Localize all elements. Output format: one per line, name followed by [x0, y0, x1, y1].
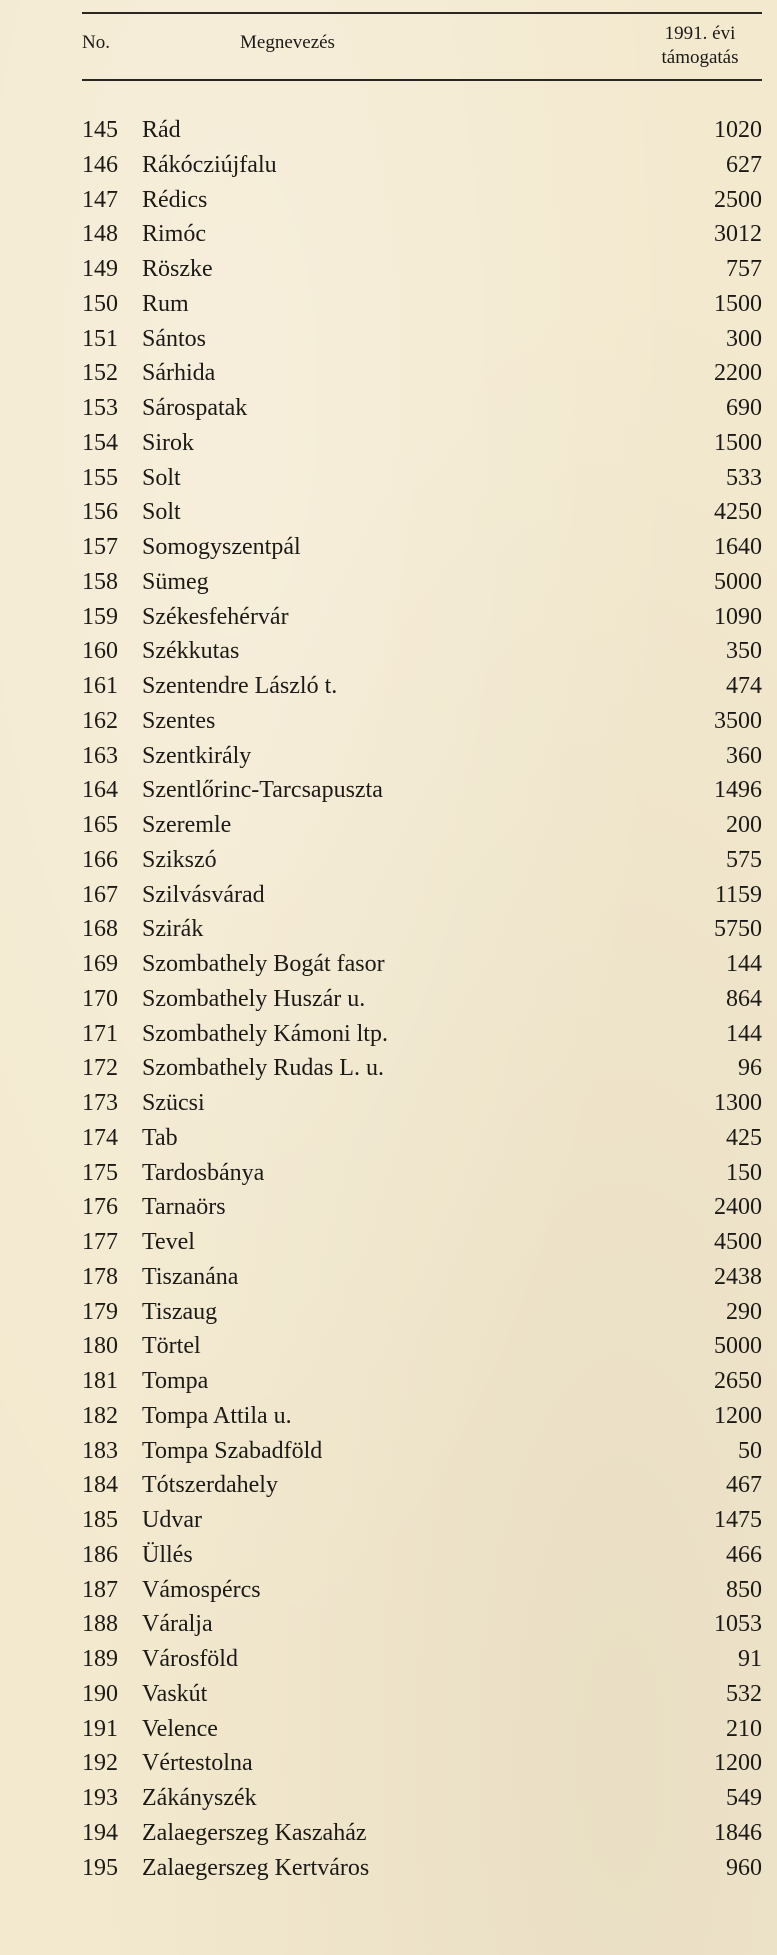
row-amount: 1640	[714, 534, 762, 560]
row-name: Tevel	[142, 1229, 195, 1255]
table-row	[82, 1573, 762, 1608]
row-number: 153	[82, 395, 118, 421]
table-row	[82, 1434, 762, 1469]
row-amount: 1500	[714, 429, 762, 456]
row-number: 182	[82, 1402, 118, 1429]
row-amount: 1200	[714, 1402, 762, 1429]
row-amount: 466	[726, 1541, 762, 1568]
row-amount: 1846	[714, 1819, 762, 1846]
row-amount: 210	[726, 1715, 762, 1742]
row-amount: 960	[726, 1854, 762, 1881]
row-name: Zalaegerszeg Kertváros	[142, 1854, 370, 1881]
row-name: Szombathely Bogát fasor	[142, 951, 385, 977]
row-number: 172	[82, 1055, 118, 1082]
row-number: 158	[82, 568, 118, 595]
row-amount: 3500	[714, 707, 762, 734]
row-amount: 2200	[714, 360, 762, 387]
table-row	[82, 1121, 762, 1156]
table-row	[82, 426, 762, 461]
row-number: 185	[82, 1507, 118, 1533]
table-row	[82, 669, 762, 704]
column-header-name: Megnevezés	[240, 32, 335, 53]
table-row	[82, 1086, 762, 1121]
row-number: 151	[82, 325, 118, 352]
table-row	[82, 1851, 762, 1886]
table-row	[82, 1017, 762, 1052]
row-number: 192	[82, 1750, 118, 1777]
table-row	[82, 287, 762, 322]
row-name: Vaskút	[142, 1680, 208, 1707]
row-name: Rákócziújfalu	[142, 151, 277, 178]
row-name: Tardosbánya	[142, 1159, 265, 1186]
row-name: Udvar	[142, 1507, 202, 1533]
row-name: Tompa Szabadföld	[142, 1437, 323, 1464]
row-amount: 5000	[714, 568, 762, 595]
row-number: 159	[82, 603, 118, 630]
row-amount: 290	[726, 1298, 762, 1325]
table-row	[82, 1712, 762, 1747]
table-row	[82, 1816, 762, 1851]
row-amount: 1020	[714, 117, 762, 143]
table-row	[82, 565, 762, 600]
row-name: Röszke	[142, 256, 213, 282]
row-name: Szentkirály	[142, 742, 252, 769]
table-row	[82, 113, 762, 148]
row-amount: 360	[726, 742, 762, 769]
table-row	[82, 1607, 762, 1642]
table-row	[82, 461, 762, 496]
row-amount: 3012	[714, 221, 762, 248]
row-name: Rimóc	[142, 221, 206, 248]
row-number: 195	[82, 1854, 118, 1881]
table-row	[82, 1642, 762, 1677]
row-name: Rád	[142, 117, 181, 143]
row-amount: 96	[738, 1055, 762, 1082]
row-name: Székkutas	[142, 638, 240, 665]
table-row	[82, 1190, 762, 1225]
column-header-no: No.	[82, 32, 110, 53]
table-row	[82, 1677, 762, 1712]
row-name: Törtel	[142, 1333, 201, 1360]
row-number: 170	[82, 985, 118, 1012]
row-amount: 2500	[714, 186, 762, 213]
row-amount: 4500	[714, 1229, 762, 1255]
table-row	[82, 391, 762, 426]
table-row	[82, 1329, 762, 1364]
row-name: Szentendre László t.	[142, 673, 338, 699]
row-amount: 474	[726, 673, 762, 699]
row-number: 186	[82, 1541, 118, 1568]
row-number: 165	[82, 812, 118, 838]
table-row	[82, 1503, 762, 1538]
row-amount: 2650	[714, 1368, 762, 1394]
table-row	[82, 947, 762, 982]
row-name: Szikszó	[142, 846, 217, 873]
table-row	[82, 530, 762, 565]
row-amount: 150	[726, 1159, 762, 1186]
table-row	[82, 1295, 762, 1330]
table-row	[82, 252, 762, 287]
row-number: 175	[82, 1159, 118, 1186]
row-number: 174	[82, 1124, 118, 1151]
table-row	[82, 1260, 762, 1295]
header-bottom-rule	[82, 79, 762, 81]
row-number: 149	[82, 256, 118, 282]
row-amount: 533	[726, 464, 762, 491]
row-amount: 350	[726, 638, 762, 665]
row-amount: 2438	[714, 1263, 762, 1290]
row-name: Váralja	[142, 1611, 213, 1638]
row-amount: 757	[726, 256, 762, 282]
table-row	[82, 843, 762, 878]
table-row	[82, 495, 762, 530]
table-row	[82, 356, 762, 391]
row-number: 194	[82, 1819, 118, 1846]
row-amount: 627	[726, 151, 762, 178]
row-amount: 50	[738, 1437, 762, 1464]
row-number: 169	[82, 951, 118, 977]
table-row	[82, 183, 762, 218]
row-number: 154	[82, 429, 118, 456]
table-row	[82, 1538, 762, 1573]
row-amount: 1475	[714, 1507, 762, 1533]
table-row	[82, 739, 762, 774]
table-row	[82, 912, 762, 947]
row-amount: 850	[726, 1576, 762, 1603]
row-amount: 2400	[714, 1194, 762, 1221]
row-amount: 425	[726, 1124, 762, 1151]
row-number: 162	[82, 707, 118, 734]
row-name: Szirák	[142, 916, 204, 943]
table-row	[82, 1364, 762, 1399]
table-row	[82, 1468, 762, 1503]
row-number: 184	[82, 1472, 118, 1499]
row-amount: 467	[726, 1472, 762, 1499]
table-body	[82, 113, 762, 1885]
column-header-amount-line1: 1991. évi	[664, 23, 736, 44]
row-amount: 200	[726, 812, 762, 838]
row-name: Solt	[142, 464, 181, 491]
row-number: 148	[82, 221, 118, 248]
row-number: 188	[82, 1611, 118, 1638]
row-name: Szentes	[142, 707, 216, 734]
row-name: Tarnaörs	[142, 1194, 226, 1221]
row-name: Szücsi	[142, 1090, 205, 1116]
table-row	[82, 1156, 762, 1191]
row-name: Városföld	[142, 1646, 238, 1672]
row-number: 152	[82, 360, 118, 387]
row-number: 150	[82, 290, 118, 317]
row-number: 156	[82, 499, 118, 526]
row-amount: 91	[738, 1646, 762, 1672]
row-number: 183	[82, 1437, 118, 1464]
row-number: 176	[82, 1194, 118, 1221]
column-header-amount	[640, 22, 760, 70]
table-row	[82, 878, 762, 913]
row-name: Zalaegerszeg Kaszaház	[142, 1819, 367, 1846]
table-row	[82, 600, 762, 635]
row-amount: 5750	[714, 916, 762, 943]
row-number: 171	[82, 1020, 118, 1047]
row-name: Velence	[142, 1715, 218, 1742]
row-number: 181	[82, 1368, 118, 1394]
row-name: Vámospércs	[142, 1576, 261, 1603]
row-name: Sümeg	[142, 568, 209, 595]
row-number: 155	[82, 464, 118, 491]
row-name: Tab	[142, 1124, 178, 1151]
row-amount: 144	[726, 951, 762, 977]
row-name: Üllés	[142, 1541, 193, 1568]
row-name: Solt	[142, 499, 181, 526]
row-name: Vértestolna	[142, 1750, 253, 1777]
row-number: 164	[82, 777, 118, 804]
row-name: Tótszerdahely	[142, 1472, 278, 1499]
row-name: Rédics	[142, 186, 208, 213]
table-row	[82, 808, 762, 843]
row-amount: 1090	[714, 603, 762, 630]
table-row	[82, 148, 762, 183]
row-number: 161	[82, 673, 118, 699]
row-name: Somogyszentpál	[142, 534, 301, 560]
row-amount: 1300	[714, 1090, 762, 1116]
row-amount: 1200	[714, 1750, 762, 1777]
row-name: Sirok	[142, 429, 195, 456]
table-row	[82, 217, 762, 252]
row-name: Rum	[142, 290, 189, 317]
row-name: Tiszanána	[142, 1263, 239, 1290]
row-number: 147	[82, 186, 118, 213]
row-name: Tompa Attila u.	[142, 1402, 292, 1429]
column-header-amount-line2: támogatás	[661, 47, 739, 68]
row-name: Szilvásvárad	[142, 881, 265, 908]
table-row	[82, 773, 762, 808]
row-number: 191	[82, 1715, 118, 1742]
row-name: Szombathely Rudas L. u.	[142, 1055, 384, 1082]
table-row	[82, 982, 762, 1017]
row-amount: 532	[726, 1680, 762, 1707]
row-number: 167	[82, 881, 118, 908]
row-name: Szombathely Kámoni ltp.	[142, 1020, 388, 1047]
row-number: 190	[82, 1680, 118, 1707]
row-number: 189	[82, 1646, 118, 1672]
row-number: 168	[82, 916, 118, 943]
row-name: Sárospatak	[142, 395, 248, 421]
row-amount: 1159	[714, 881, 762, 908]
row-name: Sárhida	[142, 360, 216, 387]
row-amount: 690	[726, 395, 762, 421]
table-row	[82, 634, 762, 669]
table-row	[82, 1781, 762, 1816]
row-name: Szentlőrinc-Tarcsapuszta	[142, 777, 383, 804]
table-row	[82, 1225, 762, 1260]
table-row	[82, 704, 762, 739]
row-number: 187	[82, 1576, 118, 1603]
row-number: 177	[82, 1229, 118, 1255]
row-number: 146	[82, 151, 118, 178]
row-number: 145	[82, 117, 118, 143]
row-number: 173	[82, 1090, 118, 1116]
row-name: Szeremle	[142, 812, 232, 838]
row-name: Székesfehérvár	[142, 603, 289, 630]
row-name: Tiszaug	[142, 1298, 218, 1325]
row-number: 163	[82, 742, 118, 769]
table-row	[82, 322, 762, 357]
row-amount: 300	[726, 325, 762, 352]
row-amount: 864	[726, 985, 762, 1012]
row-amount: 1500	[714, 290, 762, 317]
row-number: 178	[82, 1263, 118, 1290]
row-amount: 144	[726, 1020, 762, 1047]
row-amount: 4250	[714, 499, 762, 526]
row-amount: 5000	[714, 1333, 762, 1360]
row-number: 193	[82, 1785, 118, 1811]
row-amount: 1496	[714, 777, 762, 804]
row-amount: 549	[726, 1785, 762, 1811]
row-number: 166	[82, 846, 118, 873]
row-name: Sántos	[142, 325, 207, 352]
table-row	[82, 1399, 762, 1434]
row-amount: 1053	[714, 1611, 762, 1638]
row-number: 179	[82, 1298, 118, 1325]
row-name: Szombathely Huszár u.	[142, 985, 366, 1012]
row-amount: 575	[726, 846, 762, 873]
row-number: 157	[82, 534, 118, 560]
row-name: Zákányszék	[142, 1785, 257, 1811]
row-name: Tompa	[142, 1368, 209, 1394]
row-number: 180	[82, 1333, 118, 1360]
row-number: 160	[82, 638, 118, 665]
table-row	[82, 1051, 762, 1086]
table-row	[82, 1746, 762, 1781]
header-top-rule	[82, 12, 762, 14]
